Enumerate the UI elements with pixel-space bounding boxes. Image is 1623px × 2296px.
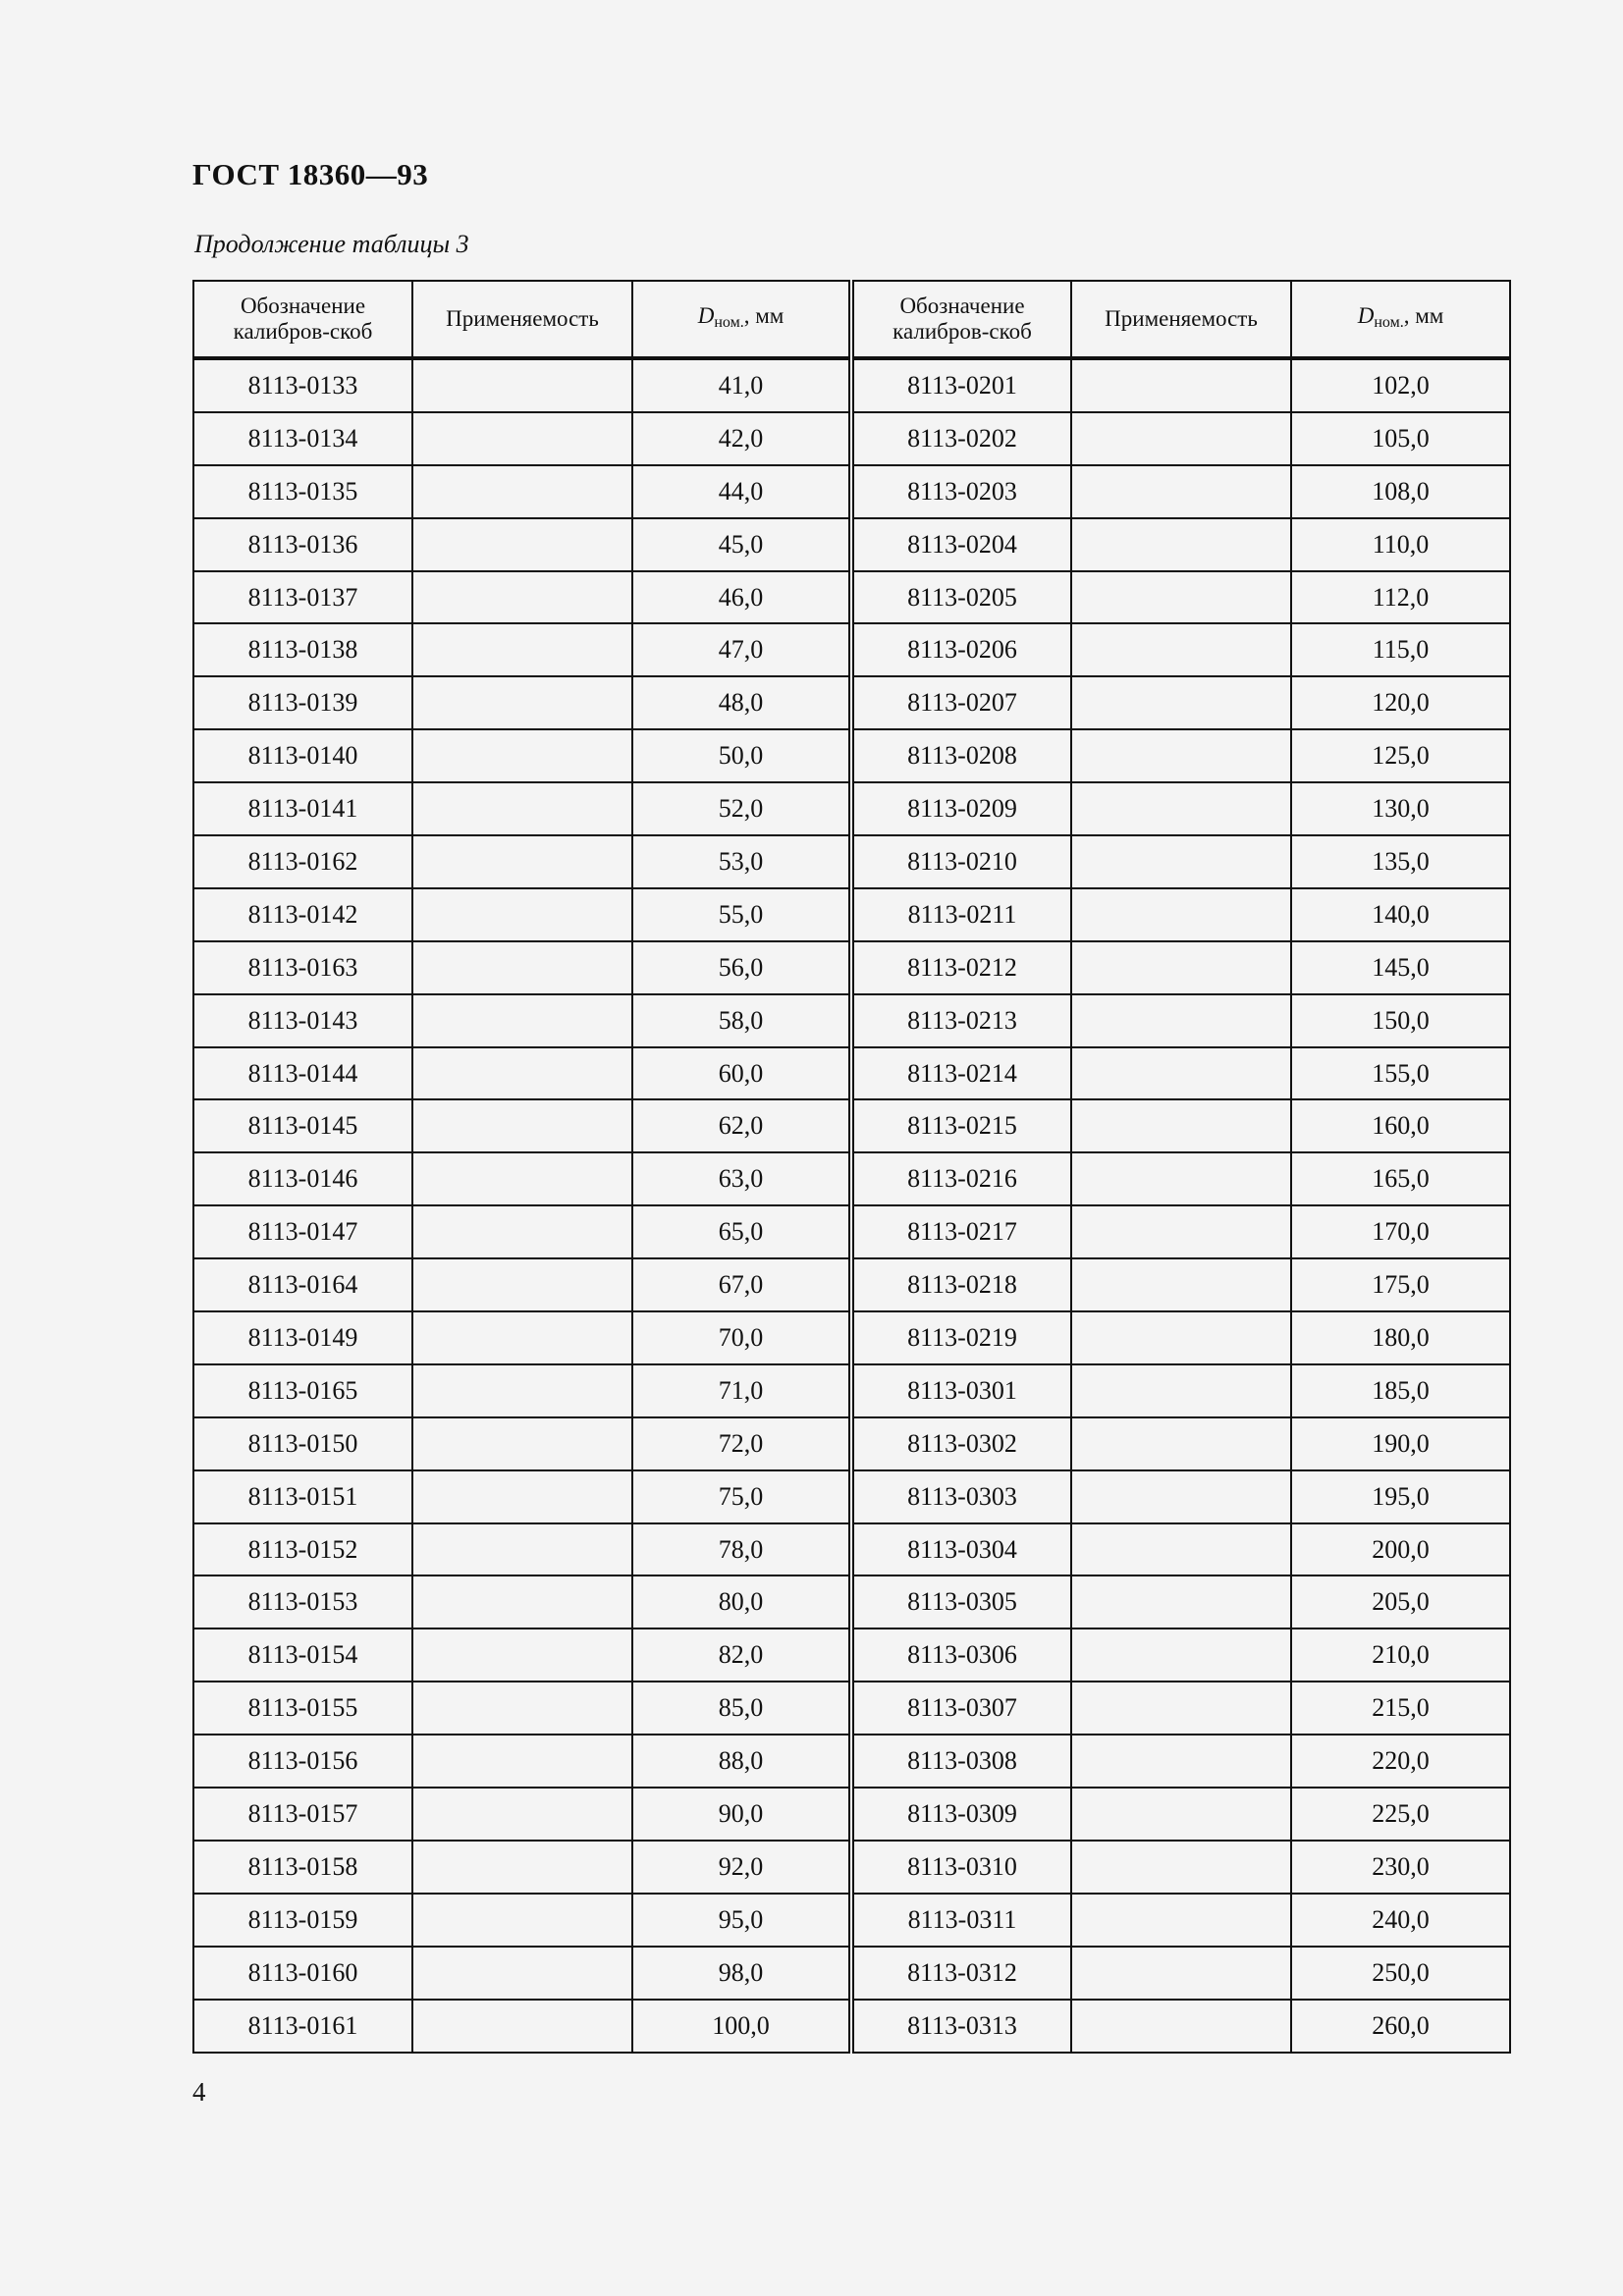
applicability-cell [412, 571, 632, 624]
applicability-cell [1071, 1629, 1291, 1682]
designation-cell: 8113-0214 [851, 1047, 1071, 1100]
applicability-cell [412, 782, 632, 835]
applicability-cell [412, 1417, 632, 1470]
d-nom-cell: 120,0 [1291, 676, 1510, 729]
table-row [193, 782, 1510, 835]
d-nom-cell: 63,0 [632, 1152, 851, 1205]
applicability-cell [412, 835, 632, 888]
d-nom-cell: 62,0 [632, 1099, 851, 1152]
d-subscript: ном. [1374, 313, 1404, 331]
designation-cell: 8113-0147 [193, 1205, 412, 1258]
d-nom-cell: 260,0 [1291, 2000, 1510, 2053]
d-nom-cell: 56,0 [632, 941, 851, 994]
d-nom-cell: 98,0 [632, 1947, 851, 2000]
designation-cell: 8113-0211 [851, 888, 1071, 941]
designation-cell: 8113-0208 [851, 729, 1071, 782]
table-row [193, 1575, 1510, 1629]
d-nom-cell: 75,0 [632, 1470, 851, 1523]
applicability-cell [1071, 835, 1291, 888]
designation-cell: 8113-0204 [851, 518, 1071, 571]
applicability-cell [412, 1099, 632, 1152]
table-row [193, 1152, 1510, 1205]
applicability-cell [1071, 1364, 1291, 1417]
designation-cell: 8113-0303 [851, 1470, 1071, 1523]
applicability-cell [412, 1047, 632, 1100]
table-row [193, 1364, 1510, 1417]
page-number: 4 [192, 2077, 206, 2107]
designation-cell: 8113-0144 [193, 1047, 412, 1100]
table-row [193, 1205, 1510, 1258]
d-nom-cell: 85,0 [632, 1682, 851, 1735]
designation-cell: 8113-0206 [851, 623, 1071, 676]
applicability-cell [1071, 518, 1291, 571]
d-unit: , мм [743, 302, 784, 328]
applicability-cell [1071, 1682, 1291, 1735]
d-nom-cell: 44,0 [632, 465, 851, 518]
applicability-cell [1071, 571, 1291, 624]
d-subscript: ном. [714, 313, 744, 331]
d-unit: , мм [1403, 302, 1444, 328]
d-nom-cell: 110,0 [1291, 518, 1510, 571]
designation-cell: 8113-0209 [851, 782, 1071, 835]
designation-cell: 8113-0157 [193, 1788, 412, 1841]
designation-cell: 8113-0161 [193, 2000, 412, 2053]
designation-cell: 8113-0207 [851, 676, 1071, 729]
d-nom-cell: 45,0 [632, 518, 851, 571]
applicability-cell [1071, 1470, 1291, 1523]
d-nom-cell: 47,0 [632, 623, 851, 676]
applicability-cell [412, 729, 632, 782]
d-nom-cell: 210,0 [1291, 1629, 1510, 1682]
designation-cell: 8113-0302 [851, 1417, 1071, 1470]
applicability-cell [412, 1682, 632, 1735]
designation-cell: 8113-0156 [193, 1735, 412, 1788]
designation-cell: 8113-0205 [851, 571, 1071, 624]
designation-cell: 8113-0216 [851, 1152, 1071, 1205]
table-row [193, 1099, 1510, 1152]
designation-cell: 8113-0164 [193, 1258, 412, 1311]
applicability-cell [412, 2000, 632, 2053]
applicability-cell [412, 676, 632, 729]
d-nom-cell: 145,0 [1291, 941, 1510, 994]
table-row [193, 1841, 1510, 1894]
designation-cell: 8113-0136 [193, 518, 412, 571]
designation-cell: 8113-0143 [193, 994, 412, 1047]
designation-cell: 8113-0145 [193, 1099, 412, 1152]
applicability-cell [412, 888, 632, 941]
applicability-cell [1071, 465, 1291, 518]
designation-cell: 8113-0215 [851, 1099, 1071, 1152]
d-nom-cell: 140,0 [1291, 888, 1510, 941]
designation-cell: 8113-0139 [193, 676, 412, 729]
table-row [193, 412, 1510, 465]
table-row [193, 1894, 1510, 1947]
applicability-cell [412, 1205, 632, 1258]
d-nom-cell: 225,0 [1291, 1788, 1510, 1841]
header-designation: Обозначение калибров-скоб [193, 281, 412, 358]
applicability-cell [1071, 1575, 1291, 1629]
d-nom-cell: 60,0 [632, 1047, 851, 1100]
applicability-cell [1071, 1894, 1291, 1947]
d-nom-cell: 115,0 [1291, 623, 1510, 676]
applicability-cell [1071, 1258, 1291, 1311]
designation-cell: 8113-0155 [193, 1682, 412, 1735]
designation-cell: 8113-0304 [851, 1523, 1071, 1576]
designation-cell: 8113-0202 [851, 412, 1071, 465]
designation-cell: 8113-0154 [193, 1629, 412, 1682]
designation-cell: 8113-0151 [193, 1470, 412, 1523]
applicability-cell [1071, 1735, 1291, 1788]
applicability-cell [412, 1523, 632, 1576]
table-row [193, 994, 1510, 1047]
designation-cell: 8113-0310 [851, 1841, 1071, 1894]
applicability-cell [1071, 1047, 1291, 1100]
table-row [193, 1047, 1510, 1100]
designation-cell: 8113-0149 [193, 1311, 412, 1364]
applicability-cell [1071, 412, 1291, 465]
designation-cell: 8113-0203 [851, 465, 1071, 518]
d-nom-cell: 53,0 [632, 835, 851, 888]
designation-cell: 8113-0140 [193, 729, 412, 782]
designation-cell: 8113-0313 [851, 2000, 1071, 2053]
table-row [193, 1947, 1510, 2000]
applicability-cell [412, 623, 632, 676]
table-row [193, 941, 1510, 994]
d-nom-cell: 160,0 [1291, 1099, 1510, 1152]
table-row [193, 888, 1510, 941]
d-nom-cell: 102,0 [1291, 358, 1510, 412]
d-nom-cell: 105,0 [1291, 412, 1510, 465]
designation-cell: 8113-0165 [193, 1364, 412, 1417]
designation-cell: 8113-0163 [193, 941, 412, 994]
applicability-cell [412, 358, 632, 412]
designation-cell: 8113-0305 [851, 1575, 1071, 1629]
header-applicability: Применяемость [412, 281, 632, 358]
d-nom-cell: 82,0 [632, 1629, 851, 1682]
d-nom-cell: 250,0 [1291, 1947, 1510, 2000]
d-nom-cell: 95,0 [632, 1894, 851, 1947]
d-nom-cell: 220,0 [1291, 1735, 1510, 1788]
applicability-cell [412, 941, 632, 994]
d-nom-cell: 70,0 [632, 1311, 851, 1364]
table-row [193, 1629, 1510, 1682]
designation-cell: 8113-0306 [851, 1629, 1071, 1682]
d-symbol: D [1357, 302, 1375, 328]
d-nom-cell: 71,0 [632, 1364, 851, 1417]
applicability-cell [412, 1470, 632, 1523]
d-symbol: D [697, 302, 715, 328]
d-nom-cell: 170,0 [1291, 1205, 1510, 1258]
table-row [193, 1470, 1510, 1523]
d-nom-cell: 108,0 [1291, 465, 1510, 518]
d-nom-cell: 135,0 [1291, 835, 1510, 888]
table-row [193, 1682, 1510, 1735]
applicability-cell [1071, 1099, 1291, 1152]
designation-cell: 8113-0135 [193, 465, 412, 518]
table-row [193, 623, 1510, 676]
applicability-cell [412, 1258, 632, 1311]
designation-cell: 8113-0159 [193, 1894, 412, 1947]
applicability-cell [1071, 358, 1291, 412]
d-nom-cell: 55,0 [632, 888, 851, 941]
table-row [193, 1788, 1510, 1841]
designation-cell: 8113-0150 [193, 1417, 412, 1470]
designation-cell: 8113-0218 [851, 1258, 1071, 1311]
applicability-cell [1071, 1788, 1291, 1841]
applicability-cell [412, 1629, 632, 1682]
d-nom-cell: 46,0 [632, 571, 851, 624]
applicability-cell [412, 1894, 632, 1947]
table-row [193, 571, 1510, 624]
calibers-table [192, 280, 1511, 2054]
applicability-cell [1071, 782, 1291, 835]
table-header-row [193, 281, 1510, 358]
designation-cell: 8113-0307 [851, 1682, 1071, 1735]
d-nom-cell: 92,0 [632, 1841, 851, 1894]
table-row [193, 2000, 1510, 2053]
d-nom-cell: 65,0 [632, 1205, 851, 1258]
applicability-cell [1071, 1205, 1291, 1258]
applicability-cell [412, 412, 632, 465]
designation-cell: 8113-0138 [193, 623, 412, 676]
d-nom-cell: 190,0 [1291, 1417, 1510, 1470]
d-nom-cell: 90,0 [632, 1788, 851, 1841]
designation-cell: 8113-0153 [193, 1575, 412, 1629]
table-row [193, 1417, 1510, 1470]
d-nom-cell: 78,0 [632, 1523, 851, 1576]
applicability-cell [1071, 1311, 1291, 1364]
d-nom-cell: 175,0 [1291, 1258, 1510, 1311]
applicability-cell [412, 1364, 632, 1417]
designation-cell: 8113-0162 [193, 835, 412, 888]
d-nom-cell: 155,0 [1291, 1047, 1510, 1100]
designation-cell: 8113-0142 [193, 888, 412, 941]
applicability-cell [412, 1735, 632, 1788]
d-nom-cell: 52,0 [632, 782, 851, 835]
designation-cell: 8113-0133 [193, 358, 412, 412]
applicability-cell [1071, 676, 1291, 729]
designation-cell: 8113-0134 [193, 412, 412, 465]
d-nom-cell: 215,0 [1291, 1682, 1510, 1735]
applicability-cell [412, 518, 632, 571]
designation-cell: 8113-0311 [851, 1894, 1071, 1947]
d-nom-cell: 112,0 [1291, 571, 1510, 624]
table-row [193, 1523, 1510, 1576]
d-nom-cell: 185,0 [1291, 1364, 1510, 1417]
designation-cell: 8113-0308 [851, 1735, 1071, 1788]
applicability-cell [1071, 729, 1291, 782]
d-nom-cell: 58,0 [632, 994, 851, 1047]
table-row [193, 1311, 1510, 1364]
applicability-cell [1071, 941, 1291, 994]
d-nom-cell: 200,0 [1291, 1523, 1510, 1576]
applicability-cell [412, 1152, 632, 1205]
d-nom-cell: 195,0 [1291, 1470, 1510, 1523]
table-row [193, 1258, 1510, 1311]
d-nom-cell: 50,0 [632, 729, 851, 782]
table-row [193, 676, 1510, 729]
applicability-cell [412, 1311, 632, 1364]
designation-cell: 8113-0309 [851, 1788, 1071, 1841]
designation-cell: 8113-0201 [851, 358, 1071, 412]
designation-cell: 8113-0210 [851, 835, 1071, 888]
d-nom-cell: 205,0 [1291, 1575, 1510, 1629]
table-row [193, 835, 1510, 888]
d-nom-cell: 165,0 [1291, 1152, 1510, 1205]
d-nom-cell: 80,0 [632, 1575, 851, 1629]
header-d-nom [632, 281, 851, 358]
applicability-cell [1071, 1523, 1291, 1576]
applicability-cell [1071, 1947, 1291, 2000]
d-nom-cell: 100,0 [632, 2000, 851, 2053]
applicability-cell [412, 465, 632, 518]
designation-cell: 8113-0212 [851, 941, 1071, 994]
d-nom-cell: 42,0 [632, 412, 851, 465]
applicability-cell [1071, 1841, 1291, 1894]
applicability-cell [1071, 2000, 1291, 2053]
table-row [193, 518, 1510, 571]
d-nom-cell: 41,0 [632, 358, 851, 412]
table-row [193, 465, 1510, 518]
applicability-cell [1071, 888, 1291, 941]
designation-cell: 8113-0160 [193, 1947, 412, 2000]
applicability-cell [412, 994, 632, 1047]
designation-cell: 8113-0312 [851, 1947, 1071, 2000]
designation-cell: 8113-0137 [193, 571, 412, 624]
applicability-cell [412, 1788, 632, 1841]
header-applicability: Применяемость [1071, 281, 1291, 358]
designation-cell: 8113-0301 [851, 1364, 1071, 1417]
designation-cell: 8113-0219 [851, 1311, 1071, 1364]
designation-cell: 8113-0158 [193, 1841, 412, 1894]
document-title: ГОСТ 18360—93 [192, 157, 429, 191]
applicability-cell [412, 1947, 632, 2000]
d-nom-cell: 150,0 [1291, 994, 1510, 1047]
header-designation: Обозначение калибров-скоб [851, 281, 1071, 358]
header-d-nom [1291, 281, 1510, 358]
applicability-cell [1071, 994, 1291, 1047]
designation-cell: 8113-0152 [193, 1523, 412, 1576]
d-nom-cell: 48,0 [632, 676, 851, 729]
table-row [193, 1735, 1510, 1788]
applicability-cell [1071, 623, 1291, 676]
designation-cell: 8113-0146 [193, 1152, 412, 1205]
table-row [193, 729, 1510, 782]
table-caption: Продолжение таблицы 3 [194, 230, 469, 258]
d-nom-cell: 67,0 [632, 1258, 851, 1311]
d-nom-cell: 230,0 [1291, 1841, 1510, 1894]
table-row [193, 358, 1510, 412]
designation-cell: 8113-0141 [193, 782, 412, 835]
applicability-cell [1071, 1152, 1291, 1205]
d-nom-cell: 125,0 [1291, 729, 1510, 782]
d-nom-cell: 130,0 [1291, 782, 1510, 835]
applicability-cell [1071, 1417, 1291, 1470]
d-nom-cell: 240,0 [1291, 1894, 1510, 1947]
applicability-cell [412, 1841, 632, 1894]
d-nom-cell: 88,0 [632, 1735, 851, 1788]
d-nom-cell: 180,0 [1291, 1311, 1510, 1364]
d-nom-cell: 72,0 [632, 1417, 851, 1470]
designation-cell: 8113-0213 [851, 994, 1071, 1047]
table-body [193, 358, 1510, 2053]
designation-cell: 8113-0217 [851, 1205, 1071, 1258]
applicability-cell [412, 1575, 632, 1629]
